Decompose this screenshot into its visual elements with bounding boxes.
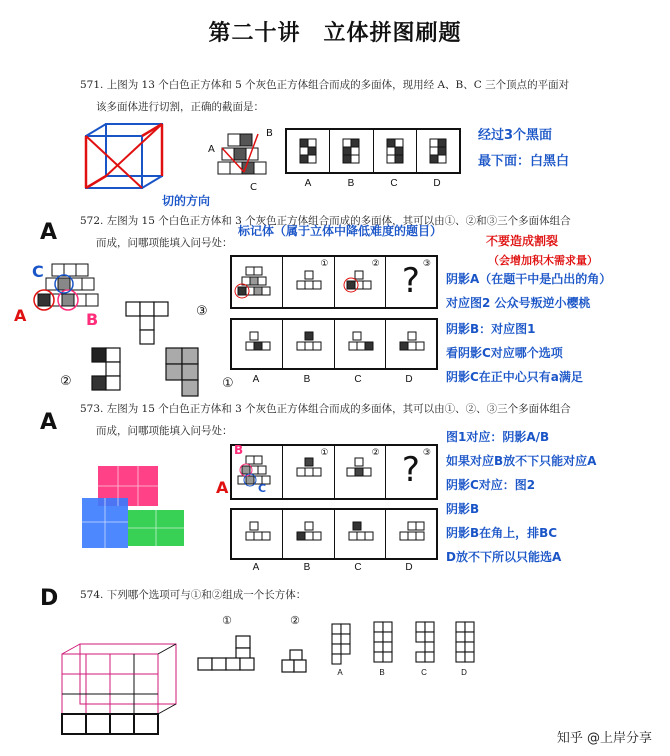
q572-label-c: C bbox=[32, 262, 44, 281]
q572-option-c-label: C bbox=[354, 374, 362, 385]
q572-warning-2: （会增加积木需求量） bbox=[488, 254, 598, 267]
q573-option-b-image bbox=[283, 510, 334, 558]
q573-strip-part-1-cell: ① bbox=[283, 446, 334, 498]
q571-option-c-label: C bbox=[390, 178, 398, 189]
q571-note-2: 最下面：白黑白 bbox=[478, 154, 570, 169]
q574-option-d-image bbox=[450, 618, 480, 670]
q573-note-2: 如果对应B放不下只能对应A bbox=[446, 454, 597, 468]
q573-note-6: D放不下所以只能选A bbox=[446, 550, 562, 564]
q572-option-d-label: D bbox=[405, 374, 413, 385]
q571-text-line1: 571. 上图为 13 个白色正方体和 5 个灰色正方体组合而成的多面体，现用经 A、B、C 三个顶点的平面对 bbox=[80, 79, 570, 91]
q572-part-1-label: ① bbox=[222, 376, 234, 391]
q572-tag-note: 标记体（属于立体中降低难度的题目） bbox=[238, 224, 443, 238]
q571-option-b-image bbox=[330, 130, 373, 172]
q574-part-1-label: ① bbox=[222, 614, 232, 627]
q572-part-1-figure bbox=[160, 342, 216, 398]
q573-options-strip bbox=[230, 508, 438, 560]
q573-colored-figure bbox=[78, 462, 190, 554]
q571-options-strip bbox=[285, 128, 461, 174]
q574-text-line1: 574. 下列哪个选项可与①和②组成一个长方体： bbox=[80, 589, 307, 601]
q571-cut-direction-note: 切的方向 bbox=[162, 194, 211, 208]
q572-part-3-label: ③ bbox=[196, 304, 208, 319]
q574-option-a-label: A bbox=[337, 668, 343, 677]
q574-answer-mark: D bbox=[40, 586, 59, 611]
q572-option-b-image bbox=[283, 320, 334, 368]
q573-option-c-label: C bbox=[354, 562, 362, 573]
q572-note-2: 对应图2 公众号叛逆小樱桃 bbox=[446, 296, 591, 310]
q571-vertex-b: B bbox=[266, 128, 273, 139]
q574-option-b-label: B bbox=[379, 668, 385, 677]
q571-note-1: 经过3个黑面 bbox=[478, 128, 553, 143]
q573-option-a-image bbox=[232, 510, 283, 558]
q572-strip-part-1-cell: ① bbox=[283, 257, 334, 307]
q573-option-d-image bbox=[386, 510, 436, 558]
q572-label-b: B bbox=[86, 310, 99, 329]
q572-text-line2: 而成，问哪项能填入问号处： bbox=[96, 237, 233, 249]
q572-option-d-image bbox=[386, 320, 436, 368]
q573-text-line2: 而成，问哪项能填入问号处： bbox=[96, 425, 233, 437]
q572-note-5: 阴影C在正中心只有a满足 bbox=[446, 370, 583, 384]
q573-note-4: 阴影B bbox=[446, 502, 480, 516]
q572-answer-mark: A bbox=[40, 220, 58, 245]
question-mark-icon: ? bbox=[401, 450, 420, 490]
q572-option-c-image bbox=[335, 320, 386, 368]
q573-note-5: 阴影B在角上，排BC bbox=[446, 526, 558, 540]
q574-option-c-image bbox=[410, 618, 440, 670]
q572-text-line1: 572. 左图为 15 个白色正方体和 3 个灰色正方体组合而成的多面体，其可以由①、②和③三个多面体组合 bbox=[80, 215, 571, 227]
q574-part-2-label: ② bbox=[290, 614, 300, 627]
q573-note-1: 图1对应：阴影A/B bbox=[446, 430, 550, 444]
q572-option-a-image bbox=[232, 320, 283, 368]
q572-warning-1: 不要造成割裂 bbox=[486, 234, 559, 248]
q574-cuboid-wireframe bbox=[58, 640, 184, 736]
q572-label-a: A bbox=[14, 306, 27, 325]
q572-note-3: 阴影B：对应图1 bbox=[446, 322, 536, 336]
q571-option-d-label: D bbox=[433, 178, 441, 189]
q573-answer-mark: A bbox=[40, 410, 58, 435]
q571-option-b-label: B bbox=[347, 178, 355, 189]
q571-cut-cube-sketch bbox=[80, 122, 170, 192]
q573-note-3: 阴影C对应：图2 bbox=[446, 478, 536, 492]
q572-part-3-figure bbox=[122, 296, 182, 348]
q572-note-4: 看阴影C对应哪个选项 bbox=[446, 346, 563, 360]
question-mark-icon: ? bbox=[401, 261, 420, 301]
q571-option-d-image bbox=[417, 130, 459, 172]
q574-option-a-image bbox=[326, 620, 356, 668]
q571-option-c-image bbox=[374, 130, 417, 172]
q571-cube-stack bbox=[214, 128, 270, 186]
q571-option-a-image bbox=[287, 130, 330, 172]
q574-option-b-image bbox=[368, 618, 398, 670]
q573-option-c-image bbox=[335, 510, 386, 558]
q571-vertex-a: A bbox=[208, 144, 215, 155]
q574-part-2-figure bbox=[278, 648, 314, 676]
q572-strip-unknown-cell: ③ ? bbox=[386, 257, 436, 307]
q573-label-c: C bbox=[258, 482, 267, 495]
q573-strip-part-2-cell: ② bbox=[335, 446, 386, 498]
q573-option-a-label: A bbox=[252, 562, 260, 573]
q573-strip-unknown-cell: ③ ? bbox=[386, 446, 436, 498]
q574-part-1-figure bbox=[194, 632, 266, 674]
q571-option-a-label: A bbox=[304, 178, 312, 189]
q572-option-b-label: B bbox=[303, 374, 311, 385]
q573-label-a: A bbox=[216, 478, 229, 497]
q573-option-b-label: B bbox=[303, 562, 311, 573]
page-title: 第二十讲 立体拼图刷题 bbox=[208, 20, 462, 46]
q572-part-2-figure bbox=[82, 344, 138, 394]
watermark: 知乎 @上岸分享 bbox=[556, 731, 652, 746]
q574-option-d-label: D bbox=[461, 668, 467, 677]
q574-option-c-label: C bbox=[421, 668, 427, 677]
q571-text-line2: 该多面体进行切割，正确的截面是： bbox=[96, 101, 264, 113]
q572-parts-strip bbox=[230, 255, 438, 309]
q572-option-a-label: A bbox=[252, 374, 260, 385]
q573-label-b: B bbox=[234, 443, 244, 457]
q572-note-1: 阴影A（在题干中是凸出的角） bbox=[446, 272, 612, 286]
q572-part-2-label: ② bbox=[60, 374, 72, 389]
q571-vertex-c: C bbox=[250, 182, 257, 193]
q573-text-line1: 573. 左图为 15 个白色正方体和 3 个灰色正方体组合而成的多面体，其可以由①、②、③三个多面体组合 bbox=[80, 403, 571, 415]
q572-strip-part-2-cell: ② bbox=[335, 257, 386, 307]
q573-option-d-label: D bbox=[405, 562, 413, 573]
q572-options-strip bbox=[230, 318, 438, 370]
q572-strip-main-cell bbox=[232, 257, 283, 307]
